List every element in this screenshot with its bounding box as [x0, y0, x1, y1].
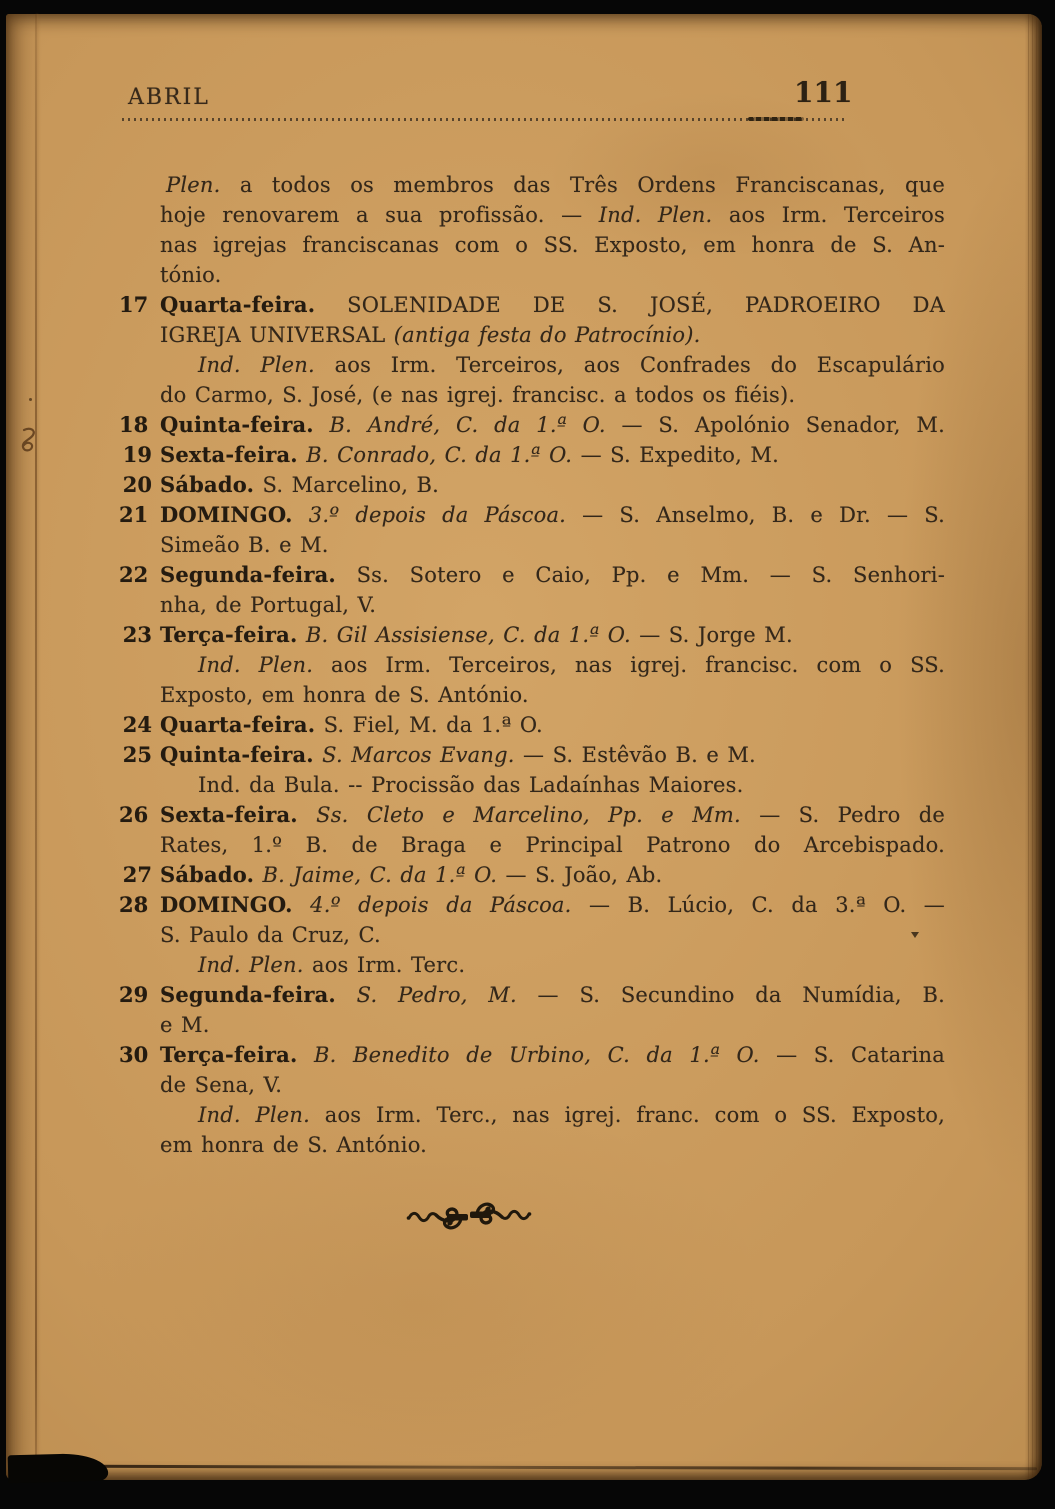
text-segment: Sexta-feira. — [160, 442, 298, 467]
text-line — [119, 290, 945, 320]
text-line — [122, 740, 945, 770]
text-line — [122, 860, 945, 890]
text-line — [160, 170, 945, 200]
text-segment: Terça-feira. — [160, 622, 298, 647]
text-line — [160, 380, 945, 410]
text-segment: Sábado. — [160, 862, 255, 887]
page-crease — [35, 14, 37, 1480]
text-line — [160, 680, 945, 710]
text-segment: DOMINGO. — [160, 892, 293, 917]
ornament-flourish-icon — [405, 1194, 533, 1238]
text-segment: Sábado. — [160, 472, 255, 497]
text-segment: B. Gil Assisiense, C. da 1.ª O. — [297, 623, 631, 647]
text-segment: — S. Expedito, M. — [572, 443, 779, 467]
text-line — [119, 980, 945, 1010]
text-line — [119, 410, 946, 440]
text-line — [160, 650, 945, 680]
text-segment: Terça-feira. — [160, 1042, 298, 1067]
text-line — [122, 620, 945, 650]
text-segment: B. Jaime, C. da 1.ª O. — [254, 863, 498, 887]
text-segment: Ind. Plen. — [198, 1103, 310, 1127]
day-number: 26 — [119, 802, 149, 827]
day-number: 30 — [119, 1042, 149, 1067]
text-segment: S. Marcos Evang. — [313, 743, 515, 767]
text-segment: Rates, 1.º B. de Braga e Principal Patrono do Arcebispado. — [160, 833, 945, 857]
text-line — [160, 530, 945, 560]
text-segment: Ss. Cleto e Marcelino, Pp. e Mm. — [297, 803, 741, 827]
text-segment: — S. Catarina — [759, 1043, 945, 1067]
text-segment: — S. Estêvão B. e M. — [514, 743, 756, 767]
text-segment: aos Irm. Terceiros — [712, 203, 945, 227]
text-segment: — S. Jorge M. — [630, 623, 793, 647]
header-dotted-rule — [122, 118, 848, 121]
paper-speck — [29, 398, 32, 401]
header-rule-heavy-segment — [748, 117, 804, 121]
day-number: 19 — [122, 442, 152, 467]
page-number: 111 — [794, 76, 853, 109]
text-line — [160, 920, 945, 950]
text-segment: aos Irm. Terc., nas igrej. franc. com o SS. Exposto, — [309, 1103, 945, 1127]
text-segment: B. André, C. da 1.ª O. — [313, 413, 606, 437]
text-segment: Quarta-feira. — [160, 292, 316, 317]
text-segment: Plen. — [166, 173, 221, 197]
text-segment: S. Pedro, M. — [335, 983, 517, 1007]
text-segment: Ind. Plen. — [598, 203, 713, 227]
text-line — [119, 500, 945, 530]
text-segment: Segunda-feira. — [160, 982, 336, 1007]
text-segment: Ss. Sotero e Caio, Pp. e Mm. — S. Senhori- — [335, 563, 945, 587]
text-segment: — S. Secundino da Numídia, B. — [516, 983, 945, 1007]
text-segment: aos Irm. Terceiros, nas igrej. francisc. com o SS. — [313, 653, 945, 677]
text-segment: Exposto, em honra de S. António. — [160, 683, 529, 707]
margin-scribble-mark — [18, 424, 40, 458]
text-segment: Segunda-feira. — [160, 562, 336, 587]
day-number: 17 — [119, 292, 149, 317]
text-segment: hoje renovarem a sua profissão. — — [160, 203, 599, 227]
text-segment: 3.º depois da Páscoa. — [292, 503, 567, 527]
text-segment: — S. João, Ab. — [497, 863, 663, 887]
text-segment: B. Conrado, C. da 1.ª O. — [297, 443, 573, 467]
day-number: 29 — [119, 982, 149, 1007]
text-segment: SOLENIDADE DE S. JOSÉ, PADROEIRO DA — [315, 293, 945, 317]
text-segment: IGREJA UNIVERSAL — [160, 323, 394, 347]
text-line — [160, 350, 945, 380]
text-segment: Ind. Plen. — [198, 353, 315, 377]
text-segment: Ind. Plen. — [198, 953, 304, 977]
day-number: 25 — [122, 742, 152, 767]
text-segment: a todos os membros das Três Ordens Franciscanas, que — [220, 173, 945, 197]
text-line — [160, 590, 945, 620]
text-line — [122, 440, 945, 470]
text-segment: 4.º depois da Páscoa. — [292, 893, 572, 917]
text-segment: S. Marcelino, B. — [254, 473, 439, 497]
text-block — [119, 170, 946, 1160]
text-segment: DOMINGO. — [160, 502, 293, 527]
day-number: 28 — [119, 892, 149, 917]
text-segment: em honra de S. António. — [160, 1133, 428, 1157]
text-segment: Quarta-feira. — [160, 712, 316, 737]
text-segment: tónio. — [160, 263, 222, 287]
day-number: 22 — [119, 562, 149, 587]
text-line — [119, 800, 945, 830]
text-line — [122, 470, 945, 500]
text-segment: aos Irm. Terceiros, aos Confrades do Escapulário — [314, 353, 945, 377]
text-segment: Quinta-feira. — [160, 742, 314, 767]
text-segment: nha, de Portugal, V. — [160, 593, 377, 617]
running-head-month: ABRIL — [128, 85, 210, 110]
text-segment: — B. Lúcio, C. da 3.ª O. — — [571, 893, 945, 917]
text-segment: Sexta-feira. — [160, 802, 298, 827]
print-artifact-mark — [911, 932, 919, 938]
text-line — [160, 1130, 945, 1160]
text-segment: (antiga festa do Patrocínio). — [393, 323, 701, 347]
text-line — [160, 1100, 945, 1130]
text-line — [160, 230, 945, 260]
text-segment: e M. — [160, 1013, 210, 1037]
text-line — [160, 770, 945, 800]
day-number: 21 — [119, 502, 149, 527]
text-segment: Ind. Plen. — [198, 653, 314, 677]
page-bottom-edge — [91, 1465, 1037, 1470]
text-segment: S. Paulo da Cruz, C. — [160, 923, 381, 947]
scan-corner-shadow — [8, 1453, 109, 1484]
text-segment: de Sena, V. — [160, 1073, 283, 1097]
day-number: 24 — [122, 712, 152, 737]
text-segment: Simeão B. e M. — [160, 533, 329, 557]
text-line — [160, 830, 945, 860]
text-line — [160, 320, 945, 350]
text-line — [160, 200, 945, 230]
text-line — [119, 890, 945, 920]
text-segment: nas igrejas franciscanas com o SS. Exposto, em honra de S. An- — [160, 233, 945, 257]
text-segment: do Carmo, S. José, (e nas igrej. francisc. a todos os fiéis). — [160, 383, 796, 407]
day-number: 18 — [119, 412, 149, 437]
text-line — [160, 260, 945, 290]
day-number: 20 — [122, 472, 152, 497]
text-segment: Ind. da Bula. -- Procissão das Ladaínhas Maiores. — [198, 773, 744, 797]
text-line — [119, 1040, 945, 1070]
text-segment: Quinta-feira. — [160, 412, 314, 437]
book-page — [6, 14, 1042, 1480]
text-segment: — S. Apolónio Senador, M. — [605, 413, 946, 437]
text-line — [160, 1070, 945, 1100]
text-segment: — S. Pedro de — [740, 803, 945, 827]
text-line — [160, 950, 945, 980]
text-segment: — S. Anselmo, B. e Dr. — S. — [566, 503, 945, 527]
text-line — [119, 560, 945, 590]
text-segment: S. Fiel, M. da 1.ª O. — [315, 713, 543, 737]
text-line — [160, 1010, 945, 1040]
text-line — [122, 710, 945, 740]
day-number: 27 — [122, 862, 152, 887]
text-segment: aos Irm. Terc. — [303, 953, 466, 977]
text-segment: B. Benedito de Urbino, C. da 1.ª O. — [297, 1043, 760, 1067]
day-number: 23 — [122, 622, 152, 647]
page-stack-edge — [1025, 14, 1042, 1480]
